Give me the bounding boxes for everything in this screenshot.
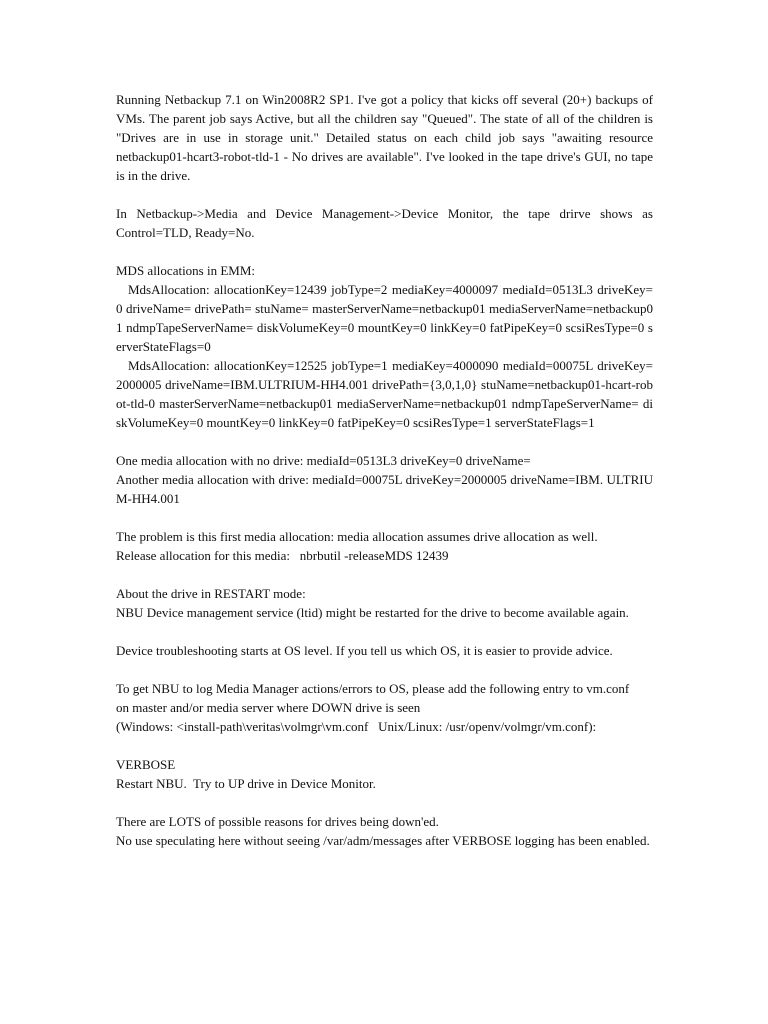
intro-paragraph: Running Netbackup 7.1 on Win2008R2 SP1. I've got a policy that kicks off several (20+) backups of VMs. The parent job says Active, but all the children say "Queued". The state of all of the children is "Drives are in use in storage unit." Detailed status on each child job says "awaiting resource netbackup01-hcart3-robot-tld-1 - No drives are available". I've looked in the tape drive's GUI, no tape is in the drive. — [116, 92, 653, 183]
troubleshooting-paragraph: Device troubleshooting starts at OS level. If you tell us which OS, it is easier to provide advice. — [116, 643, 613, 658]
mds-allocation-1: MdsAllocation: allocationKey=12439 jobType=2 mediaKey=4000097 mediaId=0513L3 driveKey=0 driveName= drivePath= stuName= masterServerName=netbackup01 mediaServerName=netbackup01 ndmpTapeServerName= diskVolumeKey=0 mountKey=0 linkKey=0 fatPipeKey=0 scsiResType=0 serverStateFlags=0 — [116, 282, 653, 354]
restart-body: NBU Device management service (ltid) might be restarted for the drive to become available again. — [116, 605, 629, 620]
restart-heading: About the drive in RESTART mode: — [116, 586, 306, 601]
device-monitor-paragraph: In Netbackup->Media and Device Management->Device Monitor, the tape drirve shows as Control=TLD, Ready=No. — [116, 206, 653, 240]
allocation-no-drive: One media allocation with no drive: mediaId=0513L3 driveKey=0 driveName= — [116, 453, 531, 468]
document-page — [116, 90, 653, 869]
closing-section — [116, 812, 653, 850]
problem-statement: The problem is this first media allocation: media allocation assumes drive allocation as well. — [116, 529, 598, 544]
logging-intro-line-2: on master and/or media server where DOWN drive is seen — [116, 700, 421, 715]
release-command: Release allocation for this media: nbrbutil -releaseMDS 12439 — [116, 548, 449, 563]
mds-allocation-2: MdsAllocation: allocationKey=12525 jobType=1 mediaKey=4000090 mediaId=00075L driveKey=2000005 driveName=IBM.ULTRIUM-HH4.001 drivePath={3,0,1,0} stuName=netbackup01-hcart-robot-tld-0 masterServerName=netbackup01 mediaServerName=netbackup01 ndmpTapeServerName= diskVolumeKey=0 mountKey=0 linkKey=0 fatPipeKey=0 scsiResType=1 serverStateFlags=1 — [116, 358, 653, 430]
logging-intro-line-3: (Windows: <install-path\veritas\volmgr\vm.conf Unix/Linux: /usr/openv/volmgr/vm.conf): — [116, 719, 597, 734]
emm-allocations-section — [116, 261, 653, 432]
media-allocation-summary — [116, 451, 653, 508]
verbose-section — [116, 755, 653, 793]
verbose-entry: VERBOSE — [116, 757, 176, 772]
problem-section — [116, 527, 653, 565]
logging-section — [116, 679, 653, 736]
reasons-line: There are LOTS of possible reasons for drives being down'ed. — [116, 814, 439, 829]
restart-nbu-instruction: Restart NBU. Try to UP drive in Device Monitor. — [116, 776, 376, 791]
no-use-line: No use speculating here without seeing /var/adm/messages after VERBOSE logging has been enabled. — [116, 833, 650, 848]
logging-intro-line-1: To get NBU to log Media Manager actions/errors to OS, please add the following entry to vm.conf — [116, 681, 630, 696]
restart-section — [116, 584, 653, 622]
emm-heading: MDS allocations in EMM: — [116, 263, 256, 278]
allocation-with-drive: Another media allocation with drive: mediaId=00075L driveKey=2000005 driveName=IBM. ULTRIUM-HH4.001 — [116, 472, 653, 506]
